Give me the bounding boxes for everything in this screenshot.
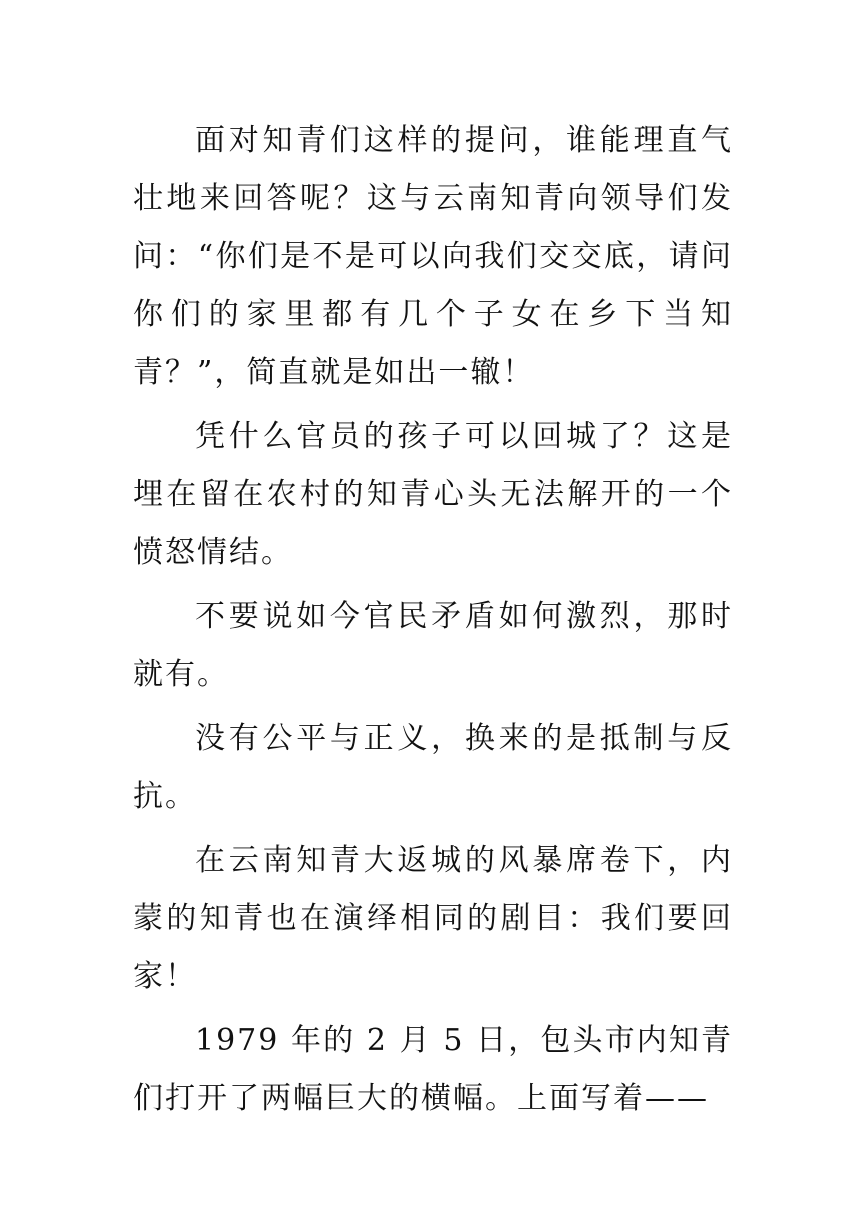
paragraph-5: 在云南知青大返城的风暴席卷下，内蒙的知青也在演绎相同的剧目：我们要回家！ bbox=[133, 843, 733, 994]
paragraph-6: 1979 年的 2 月 5 日，包头市内知青们打开了两幅巨大的横幅。上面写着—— bbox=[133, 1023, 733, 1116]
body-text bbox=[133, 112, 733, 1134]
paragraph-1: 面对知青们这样的提问，谁能理直气壮地来回答呢？这与云南知青向领导们发问：“你们是不是可以向我们交交底，请问你们的家里都有几个子女在乡下当知青？”，简直就是如出一辙！ bbox=[133, 123, 733, 390]
paragraph-2: 凭什么官员的孩子可以回城了？这是埋在留在农村的知青心头无法解开的一个愤怒情结。 bbox=[133, 419, 733, 570]
paragraph-4: 没有公平与正义，换来的是抵制与反抗。 bbox=[133, 721, 733, 814]
paragraph-3: 不要说如今官民矛盾如何激烈，那时就有。 bbox=[133, 599, 733, 692]
